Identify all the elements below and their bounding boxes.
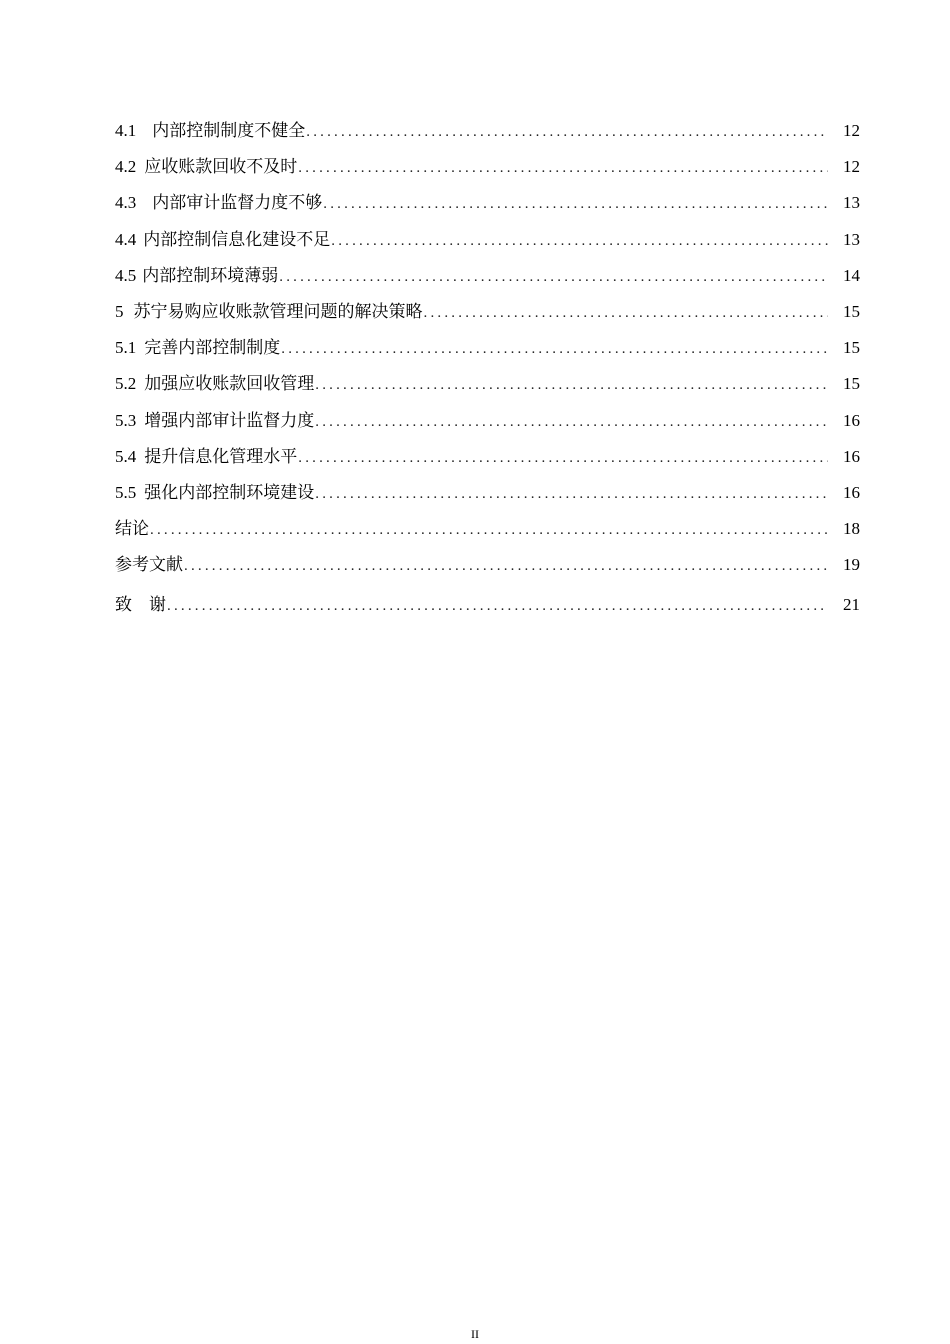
toc-entry-text: 苏宁易购应收账款管理问题的解决策略 [133,301,423,321]
toc-entry-text: 内部控制制度不健全 [152,121,306,140]
toc-dot-leader [306,119,828,145]
toc-entry-title [115,408,314,434]
toc-entry-page: 19 [843,555,860,575]
toc-entry-title [115,516,149,542]
toc-entry[interactable] [115,408,860,444]
toc-entry-page: 13 [843,229,860,249]
toc-entry-number: 5.4 [115,446,137,466]
toc-entry[interactable] [115,299,860,335]
toc-entry-text: 内部审计监督力度不够 [152,193,323,213]
toc-entry-text: 结论 [115,519,149,539]
toc-entry-page: 15 [843,301,860,321]
toc-entry-title [115,263,278,289]
toc-entry-text: 应收账款回收不及时 [144,157,298,177]
toc-dot-leader [315,481,828,507]
toc-entry-number: 5.3 [115,410,137,430]
toc-entry-text: 强化内部控制环境建设 [144,482,315,502]
toc-entry-page: 18 [843,519,860,539]
toc-entry-page: 16 [843,446,860,466]
toc-dot-leader [315,409,828,435]
toc-dot-leader [184,553,828,579]
toc-entry-text: 提升信息化管理水平 [144,446,298,466]
toc-entry[interactable] [115,190,860,226]
toc-entry-text: 参考文献 [115,555,183,575]
toc-entry[interactable] [115,480,860,516]
toc-dot-leader [331,228,828,254]
toc-dot-leader [315,372,828,398]
toc-entry-title [115,335,280,361]
toc-entry-title [115,227,330,253]
toc-entry-page: 13 [843,193,860,213]
toc-entry[interactable] [115,335,860,371]
toc-entry-text: 内部控制信息化建设不足 [143,229,331,249]
toc-entry-page: 12 [843,157,860,177]
toc-dot-leader [298,155,828,181]
toc-dot-leader [323,191,828,217]
toc-entry-number: 4.2 [115,157,137,177]
toc-entry-text: 增强内部审计监督力度 [144,410,315,430]
toc-entry-text: 完善内部控制制度 [144,338,281,358]
toc-entry-page: 16 [843,410,860,430]
toc-entry-acknowledgements[interactable] [115,588,860,632]
toc-entry[interactable] [115,227,860,263]
table-of-contents [115,118,860,632]
toc-entry-page: 16 [843,482,860,502]
toc-entry-text: 加强应收账款回收管理 [144,374,315,394]
toc-entry-number: 4.1 [115,121,137,140]
toc-entry[interactable] [115,118,860,154]
toc-dot-leader [424,300,829,326]
toc-entry-number: 5.1 [115,338,137,358]
toc-entry-text: 致 谢 [115,595,166,615]
toc-entry-title [115,371,314,397]
toc-dot-leader [167,593,828,619]
toc-entry-number: 5 [115,301,124,321]
toc-entry-title [115,552,183,578]
toc-entry-page: 15 [843,338,860,358]
toc-dot-leader [298,445,828,471]
toc-dot-leader [279,264,828,290]
toc-entry-title [115,444,297,470]
toc-entry-title [115,190,322,216]
toc-dot-leader [150,517,828,543]
toc-entry-title [115,299,423,325]
toc-entry[interactable] [115,263,860,299]
toc-entry-references[interactable] [115,552,860,588]
toc-entry-number: 4.4 [115,229,137,249]
toc-entry[interactable] [115,371,860,407]
toc-entry-page: 14 [843,265,860,285]
toc-dot-leader [281,336,828,362]
toc-entry-number: 5.2 [115,374,137,394]
toc-entry-title [115,480,314,506]
toc-entry-title [115,154,297,180]
toc-entry[interactable] [115,154,860,190]
page-number-footer: II [471,1327,479,1341]
toc-entry-number: 4.3 [115,193,137,213]
toc-entry-page: 12 [843,121,860,140]
toc-entry[interactable] [115,444,860,480]
toc-entry-page: 15 [843,374,860,394]
toc-entry-number: 5.5 [115,482,137,502]
toc-entry-text: 内部控制环境薄弱 [142,265,279,285]
toc-entry-title [115,118,305,144]
toc-entry-number: 4.5 [115,265,137,285]
toc-entry-conclusion[interactable] [115,516,860,552]
toc-entry-page: 21 [843,595,860,615]
toc-entry-title [115,592,166,618]
